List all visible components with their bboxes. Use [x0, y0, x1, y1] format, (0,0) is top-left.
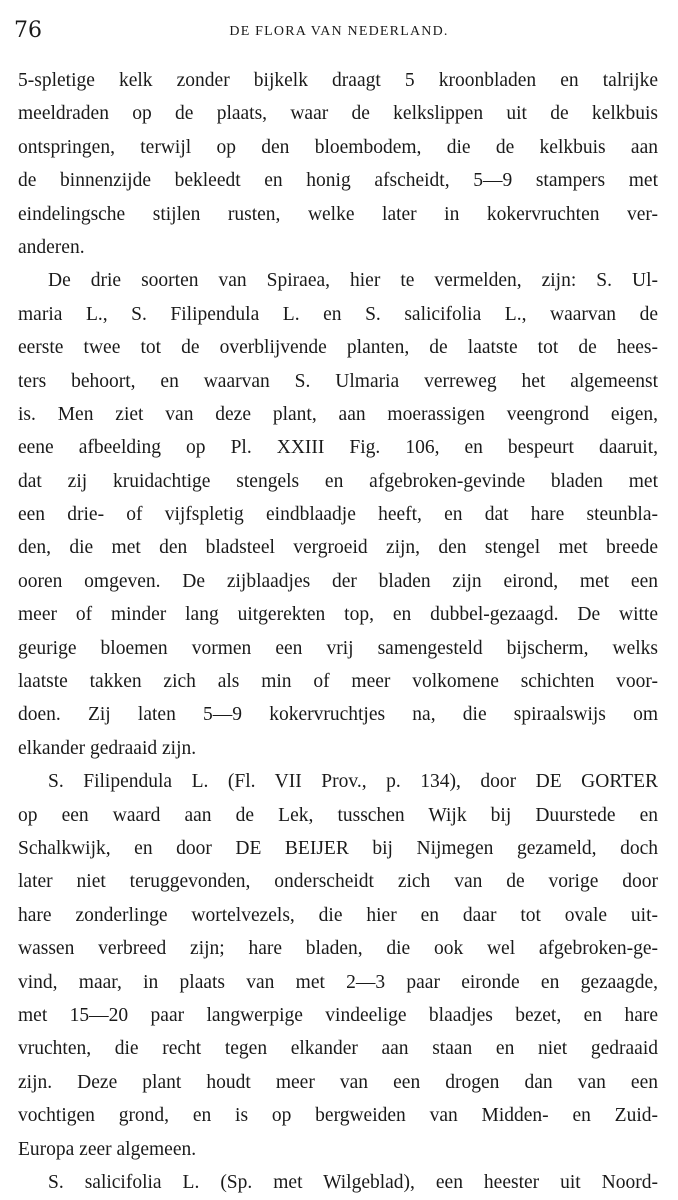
- text-line: met 15—20 paar langwerpige vindeelige blaadjes bezet, en hare: [18, 1004, 658, 1026]
- page-header: [14, 16, 664, 46]
- text-line: hare zonderlinge wortelvezels, die hier en daar tot ovale uit-: [18, 904, 658, 926]
- text-line: eindelingsche stijlen rusten, welke later in kokervruchten ver-: [18, 203, 658, 225]
- text-line: is. Men ziet van deze plant, aan moerassigen veengrond eigen,: [18, 403, 658, 425]
- text-line: de binnenzijde bekleedt en honig afscheidt, 5—9 stampers met: [18, 170, 658, 192]
- body-text: [18, 64, 658, 1199]
- text-line: meer of minder lang uitgerekten top, en dubbel-gezaagd. De witte: [18, 604, 658, 626]
- text-line: De drie soorten van Spiraea, hier te vermelden, zijn: S. Ul-: [48, 270, 658, 292]
- running-title: DE FLORA VAN NEDERLAND.: [229, 24, 449, 39]
- text-line: ontspringen, terwijl op den bloembodem, die de kelkbuis aan: [18, 136, 658, 158]
- text-line: zijn. Deze plant houdt meer van een drogen dan van een: [18, 1071, 658, 1093]
- text-line: elkander gedraaid zijn.: [18, 737, 197, 759]
- text-line: den, die met den bladsteel vergroeid zijn, den stengel met breede: [18, 537, 658, 559]
- text-line: Schalkwijk, en door DE BEIJER bij Nijmegen gezameld, doch: [18, 837, 658, 859]
- text-line: doen. Zij laten 5—9 kokervruchtjes na, die spiraalswijs om: [18, 704, 658, 726]
- text-line: later niet teruggevonden, onderscheidt zich van de vorige door: [18, 871, 658, 893]
- text-line: wassen verbreed zijn; hare bladen, die ook wel afgebroken-ge-: [18, 938, 658, 960]
- text-line: S. Filipendula L. (Fl. VII Prov., p. 134), door DE GORTER: [48, 771, 658, 793]
- text-line: op een waard aan de Lek, tusschen Wijk bij Duurstede en: [18, 804, 658, 826]
- text-line: eene afbeelding op Pl. XXIII Fig. 106, en bespeurt daaruit,: [18, 437, 658, 459]
- text-line: ooren omgeven. De zijblaadjes der bladen zijn eirond, met een: [18, 570, 658, 592]
- page-number: 76: [14, 18, 42, 43]
- text-line: maria L., S. Filipendula L. en S. salicifolia L., waarvan de: [18, 303, 658, 325]
- text-line: 5-spletige kelk zonder bijkelk draagt 5 kroonbladen en talrijke: [18, 70, 658, 91]
- text-line: vochtigen grond, en is op bergweiden van Midden- en Zuid-: [18, 1105, 658, 1127]
- text-line: laatste takken zich als min of meer volkomene schichten voor-: [18, 671, 658, 693]
- text-line: dat zij kruidachtige stengels en afgebroken-gevinde bladen met: [18, 470, 658, 492]
- text-line: S. salicifolia L. (Sp. met Wilgeblad), een heester uit Noord-: [48, 1171, 658, 1193]
- text-line: eerste twee tot de overblijvende planten, de laatste tot de hees-: [18, 337, 658, 359]
- text-line: een drie- of vijfspletig eindblaadje heeft, en dat hare steunbla-: [18, 504, 658, 526]
- text-line: ters behoort, en waarvan S. Ulmaria verreweg het algemeenst: [18, 370, 658, 392]
- text-line: geurige bloemen vormen een vrij samengesteld bijscherm, welks: [18, 637, 658, 659]
- text-line: Europa zeer algemeen.: [18, 1138, 197, 1160]
- text-line: vruchten, die recht tegen elkander aan staan en niet gedraaid: [18, 1038, 658, 1060]
- text-line: meeldraden op de plaats, waar de kelkslippen uit de kelkbuis: [18, 103, 658, 125]
- text-line: anderen.: [18, 236, 85, 258]
- text-line: vind, maar, in plaats van met 2—3 paar eironde en gezaagde,: [18, 971, 658, 993]
